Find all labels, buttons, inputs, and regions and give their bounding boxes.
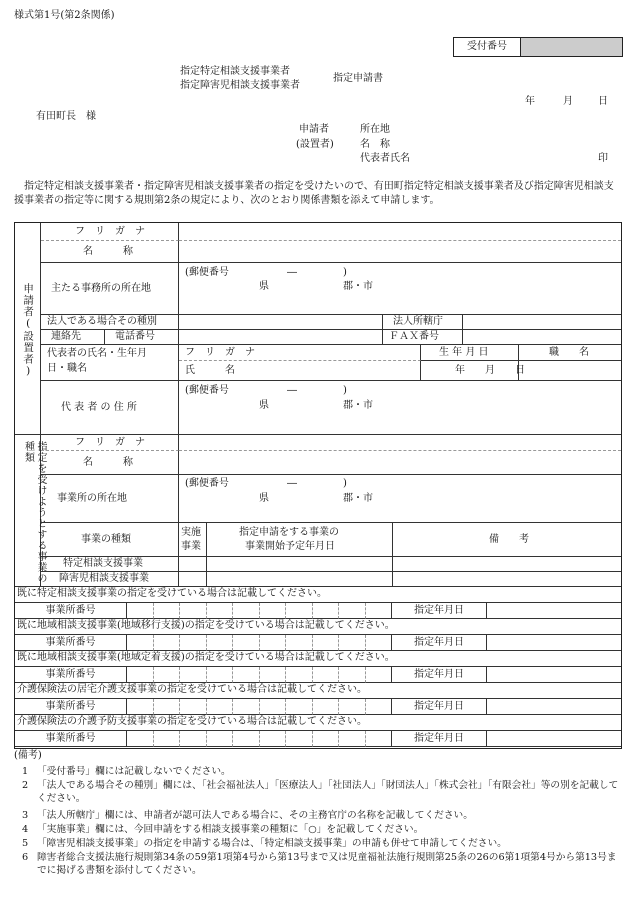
office-number-digit[interactable]: [286, 603, 313, 619]
rep-address-label: 代 表 者 の 住 所: [61, 402, 137, 413]
applicant-role-sub: (設置者): [296, 139, 334, 150]
note-number: 1: [22, 766, 29, 777]
office-city-label: 郡・市: [343, 493, 373, 504]
sec2-name-label: 名 称: [83, 457, 133, 468]
corp-office-label: 法人所轄庁: [393, 316, 443, 327]
date-day: 日: [598, 96, 608, 107]
office-number-digit[interactable]: [286, 667, 313, 683]
designation-date-label: 指定年月日: [392, 667, 487, 683]
fax-label: ＦＡＸ番号: [389, 331, 439, 342]
designation-date-field[interactable]: [487, 699, 621, 715]
rep-label-line1: 代表者の氏名・生年月: [47, 348, 147, 359]
start-cell-tokutei[interactable]: [207, 557, 393, 572]
history-heading-text: 介護保険法の居宅介護支援事業の指定を受けている場合は記載してください。: [17, 684, 367, 695]
office-number-digit[interactable]: [207, 603, 234, 619]
corp-type-label: 法人である場合その種別: [47, 316, 157, 327]
history-heading: [15, 619, 621, 635]
office-number-digit[interactable]: [233, 635, 260, 651]
designation-date-label: 指定年月日: [392, 635, 487, 651]
office-number-label: 事業所番号: [15, 635, 127, 651]
kind-row-shougaiji: 障害児相談支援事業: [59, 573, 149, 584]
note-number: 6: [22, 852, 29, 863]
note-number: 5: [22, 838, 29, 849]
sec2-furigana-label: フ リ ガ ナ: [75, 437, 145, 448]
note-text: 「障害児相談支援事業」の指定を申請する場合は、「特定相談支援事業」の申請も併せて申請してください。: [37, 838, 507, 849]
history-heading-text: 介護保険法の介護予防支援事業の指定を受けている場合は記載してください。: [17, 716, 367, 727]
sec2-office-field[interactable]: [179, 475, 621, 523]
rep-city-label: 郡・市: [343, 400, 373, 411]
office-number-digit[interactable]: [154, 699, 181, 715]
office-number-digit[interactable]: [207, 667, 234, 683]
note-text: 「法人である場合その種別」欄には、「社会福祉法人」「医療法人」「社団法人」「財団法人」「株式会社」「有限会社」等の別を記載してください。: [37, 780, 619, 804]
title-suffix: 指定申請書: [333, 73, 383, 84]
postal-dash: ―: [287, 267, 297, 278]
office-number-digit[interactable]: [286, 635, 313, 651]
office-number-digit[interactable]: [207, 731, 234, 747]
office-number-digit[interactable]: [127, 603, 154, 619]
designation-date-label: 指定年月日: [392, 699, 487, 715]
date-year: 年: [525, 96, 535, 107]
office-number-digit[interactable]: [260, 667, 287, 683]
office-number-digit[interactable]: [339, 635, 366, 651]
note-text: 「実施事業」欄には、今回申請をする相談支援事業の種類に「○」を記載してください。: [37, 824, 424, 835]
office-number-digit[interactable]: [313, 603, 340, 619]
office-number-digit[interactable]: [127, 635, 154, 651]
office-number-digit[interactable]: [339, 603, 366, 619]
position-field[interactable]: [519, 361, 621, 381]
impl-cell-tokutei[interactable]: [179, 557, 207, 572]
office-number-digit[interactable]: [339, 731, 366, 747]
office-number-digit[interactable]: [180, 699, 207, 715]
corp-type-field[interactable]: [179, 315, 383, 330]
office-number-digit[interactable]: [366, 667, 393, 683]
rep-prefecture-label: 県: [259, 400, 269, 411]
office-number-digit[interactable]: [207, 699, 234, 715]
designation-date-field[interactable]: [487, 635, 621, 651]
office-number-digit[interactable]: [339, 699, 366, 715]
sec2-name-field[interactable]: [179, 451, 621, 475]
sec2-furigana-field[interactable]: [179, 435, 621, 451]
office-number-digit[interactable]: [154, 731, 181, 747]
history-heading-text: 既に特定相談支援事業の指定を受けている場合は記載してください。: [17, 588, 327, 599]
applicant-rep-label: 代表者氏名: [360, 153, 410, 164]
form-number: 様式第1号(第2条関係): [14, 10, 115, 21]
receipt-number-label: 受付番号: [454, 38, 521, 56]
sec2-office-label: 事業所の所在地: [57, 493, 127, 504]
start-header-line2: 事業開始予定年月日: [245, 541, 335, 552]
fax-field[interactable]: [463, 330, 621, 345]
designation-date-field[interactable]: [487, 731, 621, 747]
sec2-side-label: 指定を受けようとする事業の種類: [22, 441, 46, 584]
notes-title: (備考): [14, 750, 42, 761]
phone-field[interactable]: [179, 330, 383, 345]
applicant-address-label: 所在地: [360, 124, 390, 135]
office-number-digit[interactable]: [127, 667, 154, 683]
rep-address-field[interactable]: [179, 381, 621, 435]
office-number-digit[interactable]: [260, 731, 287, 747]
remarks-cell-shougaiji[interactable]: [393, 572, 621, 587]
note-number: 4: [22, 824, 29, 835]
office-number-digit[interactable]: [286, 731, 313, 747]
office-number-digit[interactable]: [313, 699, 340, 715]
office-number-digit[interactable]: [313, 667, 340, 683]
note-number: 2: [22, 780, 29, 791]
rep-postal-dash: ―: [287, 385, 297, 396]
contact-label: 連絡先: [51, 331, 81, 342]
intro-paragraph: 指定特定相談支援事業者・指定障害児相談支援事業者の指定を受けたいので、有田町指定特定相談支援事業者及び指定障害児相談支援事業者の指定等に関する規則第2条の規定により、次のとおり関係書類を添えて申請します。: [14, 181, 614, 206]
addressee: 有田町長 様: [36, 111, 96, 122]
title-line2: 指定障害児相談支援事業者: [180, 80, 300, 91]
office-number-digit[interactable]: [286, 699, 313, 715]
kind-header: 事業の種類: [81, 534, 131, 545]
office-number-digit[interactable]: [366, 635, 393, 651]
sec1-name-label: 名 称: [83, 246, 133, 257]
sec1-name-field[interactable]: [179, 241, 621, 263]
office-number-digit[interactable]: [260, 603, 287, 619]
remarks-header: 備 考: [489, 534, 529, 545]
corp-office-field[interactable]: [463, 315, 621, 330]
office-number-digit[interactable]: [366, 699, 393, 715]
receipt-number-field[interactable]: [521, 38, 622, 56]
rep-label-line2: 日・職名: [47, 363, 87, 374]
history-heading-text: 既に地域相談支援事業(地域定着支援)の指定を受けている場合は記載してください。: [17, 652, 395, 663]
phone-label: 電話番号: [115, 331, 155, 342]
office-number-digit[interactable]: [260, 635, 287, 651]
office-number-digit[interactable]: [313, 635, 340, 651]
office-number-digit[interactable]: [233, 699, 260, 715]
note-text: 「受付番号」欄には記載しないでください。: [37, 766, 231, 777]
office-number-digit[interactable]: [339, 667, 366, 683]
designation-date-field[interactable]: [487, 603, 621, 619]
rep-postal-close: ): [343, 385, 347, 396]
postal-label: (郵便番号: [185, 267, 229, 278]
note-text: 「法人所轄庁」欄には、申請者が認可法人である場合に、その主務官庁の名称を記載してください。: [37, 810, 473, 821]
office-number-digit[interactable]: [233, 603, 260, 619]
history-heading-text: 既に地域相談支援事業(地域移行支援)の指定を受けている場合は記載してください。: [17, 620, 395, 631]
receipt-number-box: [453, 37, 623, 57]
postal-close: ): [343, 267, 347, 278]
office-number-digit[interactable]: [207, 635, 234, 651]
office-number-digit[interactable]: [180, 731, 207, 747]
city-label: 郡・市: [343, 281, 373, 292]
office-number-digit[interactable]: [180, 603, 207, 619]
office-number-digit[interactable]: [233, 731, 260, 747]
office-postal-label: (郵便番号: [185, 478, 229, 489]
sec1-main-office-field[interactable]: [179, 263, 621, 315]
title-line1: 指定特定相談支援事業者: [180, 66, 290, 77]
designation-date-label: 指定年月日: [392, 603, 487, 619]
history-heading: [15, 715, 621, 731]
rep-furigana-label: フ リ ガ ナ: [185, 347, 255, 358]
office-number-digit[interactable]: [366, 603, 393, 619]
office-number-digit[interactable]: [233, 667, 260, 683]
note-text: 障害者総合支援法施行規則第34条の59第1項第4号から第13号まで又は児童福祉法施行規則第25条の26の6第1項第4号から第13号までに掲げる書類を添付してください。: [37, 852, 617, 876]
designation-date-label: 指定年月日: [392, 731, 487, 747]
office-number-label: 事業所番号: [15, 699, 127, 715]
office-postal-dash: ―: [287, 478, 297, 489]
impl-header-line1: 実施: [181, 527, 201, 538]
applicant-role: 申請者: [299, 124, 329, 135]
impl-header-line2: 事業: [181, 541, 201, 552]
seal-mark: 印: [598, 153, 608, 164]
office-number-digit[interactable]: [313, 731, 340, 747]
office-number-label: 事業所番号: [15, 667, 127, 683]
office-number-digit[interactable]: [180, 635, 207, 651]
application-table: [14, 222, 622, 749]
history-heading: [15, 651, 621, 667]
start-header-line1: 指定申請をする事業の: [239, 527, 339, 538]
designation-date-field[interactable]: [487, 667, 621, 683]
start-cell-shougaiji[interactable]: [207, 572, 393, 587]
impl-cell-shougaiji[interactable]: [179, 572, 207, 587]
birth-ymd: 年 月 日: [455, 365, 525, 376]
sec1-side-label: 申請者(設置者): [22, 283, 35, 378]
office-number-digit[interactable]: [366, 731, 393, 747]
sec1-furigana-label: フ リ ガ ナ: [75, 226, 145, 237]
office-number-digit[interactable]: [127, 699, 154, 715]
office-number-digit[interactable]: [154, 603, 181, 619]
date-month: 月: [563, 96, 573, 107]
history-heading: [15, 587, 621, 603]
kind-row-tokutei: 特定相談支援事業: [63, 558, 143, 569]
history-heading: [15, 683, 621, 699]
note-number: 3: [22, 810, 29, 821]
office-prefecture-label: 県: [259, 493, 269, 504]
prefecture-label: 県: [259, 281, 269, 292]
office-number-digit[interactable]: [180, 667, 207, 683]
office-number-label: 事業所番号: [15, 731, 127, 747]
office-number-digit[interactable]: [260, 699, 287, 715]
rep-name-label: 氏 名: [185, 365, 235, 376]
birth-label: 生 年 月 日: [439, 347, 489, 358]
applicant-name-label: 名 称: [360, 139, 390, 150]
office-number-digit[interactable]: [154, 667, 181, 683]
sec1-furigana-field[interactable]: [179, 223, 621, 241]
office-number-label: 事業所番号: [15, 603, 127, 619]
office-number-digit[interactable]: [127, 731, 154, 747]
office-number-digit[interactable]: [154, 635, 181, 651]
rep-postal-label: (郵便番号: [185, 385, 229, 396]
position-label: 職 名: [549, 347, 589, 358]
remarks-cell-tokutei[interactable]: [393, 557, 621, 572]
sec1-main-office-label: 主たる事務所の所在地: [51, 283, 151, 294]
office-postal-close: ): [343, 478, 347, 489]
